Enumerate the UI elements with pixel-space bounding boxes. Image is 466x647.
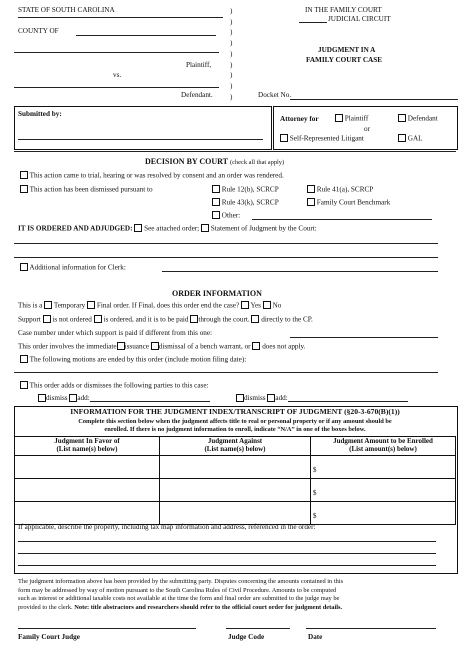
caption-rule bbox=[18, 17, 223, 18]
statement-checkbox[interactable] bbox=[201, 224, 209, 232]
option-label: GAL bbox=[407, 134, 423, 143]
self-rep-option[interactable] bbox=[280, 134, 364, 143]
not-apply-checkbox[interactable] bbox=[252, 342, 260, 350]
checkbox[interactable] bbox=[20, 355, 28, 363]
ordered-label: IT IS ORDERED AND ADJUDGED: bbox=[18, 224, 133, 233]
column-header-sub: (List name(s) below) bbox=[204, 445, 266, 454]
option-label: This action has been dismissed pursuant to bbox=[29, 185, 153, 194]
see-attached-checkbox[interactable] bbox=[134, 224, 142, 232]
this-is-a-label: This is a bbox=[18, 301, 43, 310]
date-field[interactable] bbox=[306, 628, 436, 629]
option-label: Rule 43(k), SCRCP bbox=[221, 198, 279, 207]
circuit-field[interactable] bbox=[299, 22, 327, 23]
column-header-sub: (List name(s) below) bbox=[56, 445, 118, 454]
state-label: STATE OF SOUTH CAROLINA bbox=[18, 6, 115, 14]
benchmark-option[interactable] bbox=[307, 198, 390, 207]
party-entry-2 bbox=[236, 393, 408, 402]
option-label: This action came to trial, hearing or was resolved by consent and an order was rendered. bbox=[29, 171, 284, 180]
favor-cell[interactable] bbox=[15, 479, 160, 502]
case-number-field[interactable] bbox=[290, 337, 438, 338]
rule-41a-option[interactable] bbox=[307, 185, 373, 194]
add-label: add: bbox=[275, 394, 288, 402]
amount-cell[interactable] bbox=[311, 502, 456, 525]
dismiss-checkbox[interactable] bbox=[38, 394, 46, 402]
is-ordered-checkbox[interactable] bbox=[94, 315, 102, 323]
not-ordered-checkbox[interactable] bbox=[43, 315, 51, 323]
statement-label: Statement of Judgment by the Court: bbox=[210, 224, 317, 233]
temporary-label: Temporary bbox=[53, 301, 86, 310]
column-header-title: Judgment Against bbox=[207, 437, 263, 445]
involves-label: This order involves the immediate bbox=[18, 342, 117, 351]
column-header bbox=[15, 437, 160, 456]
is-ordered-label: is ordered, and it is to be paid bbox=[103, 315, 189, 324]
ordered-row bbox=[18, 224, 317, 233]
not-ordered-label: is not ordered bbox=[52, 315, 92, 324]
column-header bbox=[311, 437, 456, 456]
plaintiff-name-field[interactable] bbox=[14, 52, 219, 53]
dollar-sign: $ bbox=[313, 512, 317, 520]
issuance-label: issuance bbox=[124, 342, 149, 351]
against-cell[interactable] bbox=[160, 479, 311, 502]
checkbox[interactable] bbox=[398, 134, 406, 142]
county-field[interactable] bbox=[76, 35, 216, 36]
dismiss-label: dismiss bbox=[46, 394, 68, 402]
judge-code-label: Judge Code bbox=[228, 633, 265, 641]
table-row bbox=[15, 479, 456, 502]
docket-field[interactable] bbox=[290, 99, 458, 100]
judgment-instr-1: Complete this section below when the judgment affects title to real or personal property or if any amount should be bbox=[78, 418, 392, 425]
checkbox[interactable] bbox=[280, 134, 288, 142]
column-header-title: Judgment In Favor of bbox=[54, 437, 120, 445]
judge-signature-field[interactable] bbox=[18, 628, 196, 629]
other-field[interactable] bbox=[252, 219, 432, 220]
court-label: IN THE FAMILY COURT bbox=[305, 6, 382, 14]
final-label: Final order. bbox=[96, 301, 130, 310]
issuance-checkbox[interactable] bbox=[117, 342, 125, 350]
county-label: COUNTY OF bbox=[18, 27, 59, 35]
directly-label: directly to the CP. bbox=[261, 315, 313, 324]
table-header-row bbox=[15, 437, 456, 456]
column-header bbox=[160, 437, 311, 456]
option-label: Defendant bbox=[407, 114, 438, 123]
checkbox[interactable] bbox=[212, 211, 220, 219]
rule-12b-option[interactable] bbox=[212, 185, 279, 194]
plaintiff-label: Plaintiff, bbox=[186, 61, 212, 69]
temporary-checkbox[interactable] bbox=[44, 301, 52, 309]
dismissal-checkbox[interactable] bbox=[151, 342, 159, 350]
order-type-row bbox=[18, 301, 281, 310]
support-row bbox=[18, 315, 313, 324]
property-line[interactable] bbox=[18, 565, 436, 566]
judge-label: Family Court Judge bbox=[18, 633, 80, 641]
submitted-by-field[interactable] bbox=[18, 139, 263, 140]
motions-field[interactable] bbox=[14, 372, 438, 373]
submitted-by-label: Submitted by: bbox=[18, 110, 62, 118]
directly-checkbox[interactable] bbox=[251, 315, 259, 323]
support-label: Support bbox=[18, 315, 41, 324]
statement-line[interactable] bbox=[14, 243, 438, 244]
checkbox[interactable] bbox=[20, 263, 28, 271]
defendant-name-field[interactable] bbox=[14, 87, 219, 88]
no-label: No bbox=[272, 301, 282, 310]
disclaimer-line: The judgment information above has been provided by the submitting party. Disputes concerning the amounts contained in this bbox=[18, 578, 344, 585]
table-row bbox=[15, 502, 456, 525]
form-title-1: JUDGMENT IN A bbox=[318, 46, 376, 54]
bench-warrant-row bbox=[18, 342, 305, 351]
judgment-table bbox=[14, 436, 456, 525]
column-header-sub: (List amount(s) below) bbox=[349, 445, 417, 454]
add-label: add: bbox=[77, 394, 90, 402]
checkbox[interactable] bbox=[307, 198, 315, 206]
property-line[interactable] bbox=[18, 553, 436, 554]
see-attached-label: See attached order; bbox=[144, 224, 200, 233]
option-label: Rule 41(a), SCRCP bbox=[316, 185, 374, 194]
option-label: Additional information for Clerk: bbox=[29, 263, 126, 272]
attorney-for-label: Attorney for bbox=[280, 115, 319, 123]
checkbox[interactable] bbox=[307, 185, 315, 193]
amount-cell[interactable] bbox=[311, 479, 456, 502]
statement-line[interactable] bbox=[14, 257, 438, 258]
disclaimer-line: provided to the clerk. bbox=[18, 603, 73, 611]
option-label: This order adds or dismisses the following parties to this case: bbox=[29, 381, 209, 390]
if-final-label: If Final, does this order end the case? bbox=[131, 301, 240, 310]
checkbox[interactable] bbox=[212, 185, 220, 193]
circuit-label: JUDICIAL CIRCUIT bbox=[328, 15, 391, 23]
option-label: Self-Represented Litigant bbox=[289, 134, 364, 143]
amount-cell[interactable] bbox=[311, 456, 456, 479]
checkbox[interactable] bbox=[20, 171, 28, 179]
disclaimer-line: form may be addressed by way of motion pursuant to the South Carolina Rules of Civil Procedure. Amounts to be computed bbox=[18, 586, 337, 594]
or-label: or bbox=[364, 125, 370, 133]
motions-option[interactable] bbox=[20, 355, 246, 364]
order-info-heading: ORDER INFORMATION bbox=[172, 289, 262, 298]
property-label: If applicable, describe the property, including tax map information and address, referenced in the order: bbox=[18, 523, 316, 531]
checkbox[interactable] bbox=[20, 185, 28, 193]
additional-info-option[interactable] bbox=[20, 263, 126, 272]
property-line[interactable] bbox=[18, 541, 436, 542]
attorney-defendant-option[interactable] bbox=[398, 114, 438, 123]
judgment-info-title: INFORMATION FOR THE JUDGMENT INDEX/TRANSCRIPT OF JUDGMENT (§20-3-670(B)(1)) bbox=[70, 407, 400, 416]
party-name-field[interactable] bbox=[288, 393, 408, 402]
dismiss-checkbox[interactable] bbox=[236, 394, 244, 402]
option-label: Family Court Benchmark bbox=[316, 198, 391, 207]
through-court-label: through the court. bbox=[198, 315, 250, 324]
dollar-sign: $ bbox=[313, 489, 317, 497]
decision-heading-note: (check all that apply) bbox=[230, 159, 285, 166]
checkbox[interactable] bbox=[20, 381, 28, 389]
option-label: Rule 12(b), SCRCP bbox=[221, 185, 279, 194]
yes-checkbox[interactable] bbox=[241, 301, 249, 309]
checkbox[interactable] bbox=[212, 198, 220, 206]
gal-option[interactable] bbox=[398, 134, 423, 143]
defendant-label: Defendant. bbox=[181, 91, 213, 99]
decision-trial-option[interactable] bbox=[20, 171, 284, 180]
no-checkbox[interactable] bbox=[263, 301, 271, 309]
other-option[interactable] bbox=[212, 211, 240, 220]
party-entry-1 bbox=[38, 393, 210, 402]
decision-heading bbox=[145, 157, 284, 166]
form-title-2: FAMILY COURT CASE bbox=[306, 56, 383, 64]
not-apply-label: does not apply. bbox=[262, 342, 306, 351]
additional-info-field[interactable] bbox=[162, 271, 438, 272]
option-label: Other: bbox=[221, 211, 241, 220]
checkbox[interactable] bbox=[335, 114, 343, 122]
column-header-title: Judgment Amount to be Enrolled bbox=[333, 437, 433, 445]
yes-label: Yes bbox=[250, 301, 261, 310]
option-label: The following motions are ended by this order (include motion filing date): bbox=[29, 355, 247, 364]
section-divider bbox=[14, 151, 456, 152]
disclaimer-note: Note: title abstractors and researchers should refer to the official court order for judgment details. bbox=[74, 603, 343, 611]
caption-parens: ) ) ) ) ) ) ) ) ) bbox=[230, 7, 233, 101]
dismiss-label: dismiss bbox=[244, 394, 266, 402]
party-name-field[interactable] bbox=[90, 393, 210, 402]
docket-label: Docket No. bbox=[258, 91, 292, 99]
date-label: Date bbox=[308, 633, 323, 641]
against-cell[interactable] bbox=[160, 456, 311, 479]
option-label: Plaintiff bbox=[344, 114, 369, 123]
decision-heading-text: DECISION BY COURT bbox=[145, 157, 228, 166]
rule-43k-option[interactable] bbox=[212, 198, 279, 207]
disclaimer bbox=[18, 578, 343, 612]
judge-code-field[interactable] bbox=[226, 628, 290, 629]
final-checkbox[interactable] bbox=[87, 301, 95, 309]
favor-cell[interactable] bbox=[15, 456, 160, 479]
case-number-label: Case number under which support is paid if different from this one: bbox=[18, 329, 213, 337]
against-cell[interactable] bbox=[160, 502, 311, 525]
attorney-plaintiff-option[interactable] bbox=[335, 114, 368, 123]
checkbox[interactable] bbox=[398, 114, 406, 122]
favor-cell[interactable] bbox=[15, 502, 160, 525]
dollar-sign: $ bbox=[313, 466, 317, 474]
decision-dismissed-option[interactable] bbox=[20, 185, 153, 194]
vs-label: vs. bbox=[113, 71, 122, 79]
dismissal-label: dismissal of a bench warrant, or bbox=[158, 342, 251, 351]
judgment-instr-2: enrolled. If there is no judgment information to enroll, indicate “N/A” in one of the boxes below. bbox=[104, 426, 366, 433]
disclaimer-line: such as interest or additional taxable costs not available at the time the form and final order are submitted to the judge may be bbox=[18, 595, 340, 603]
parties-option[interactable] bbox=[20, 381, 209, 390]
table-row bbox=[15, 456, 456, 479]
